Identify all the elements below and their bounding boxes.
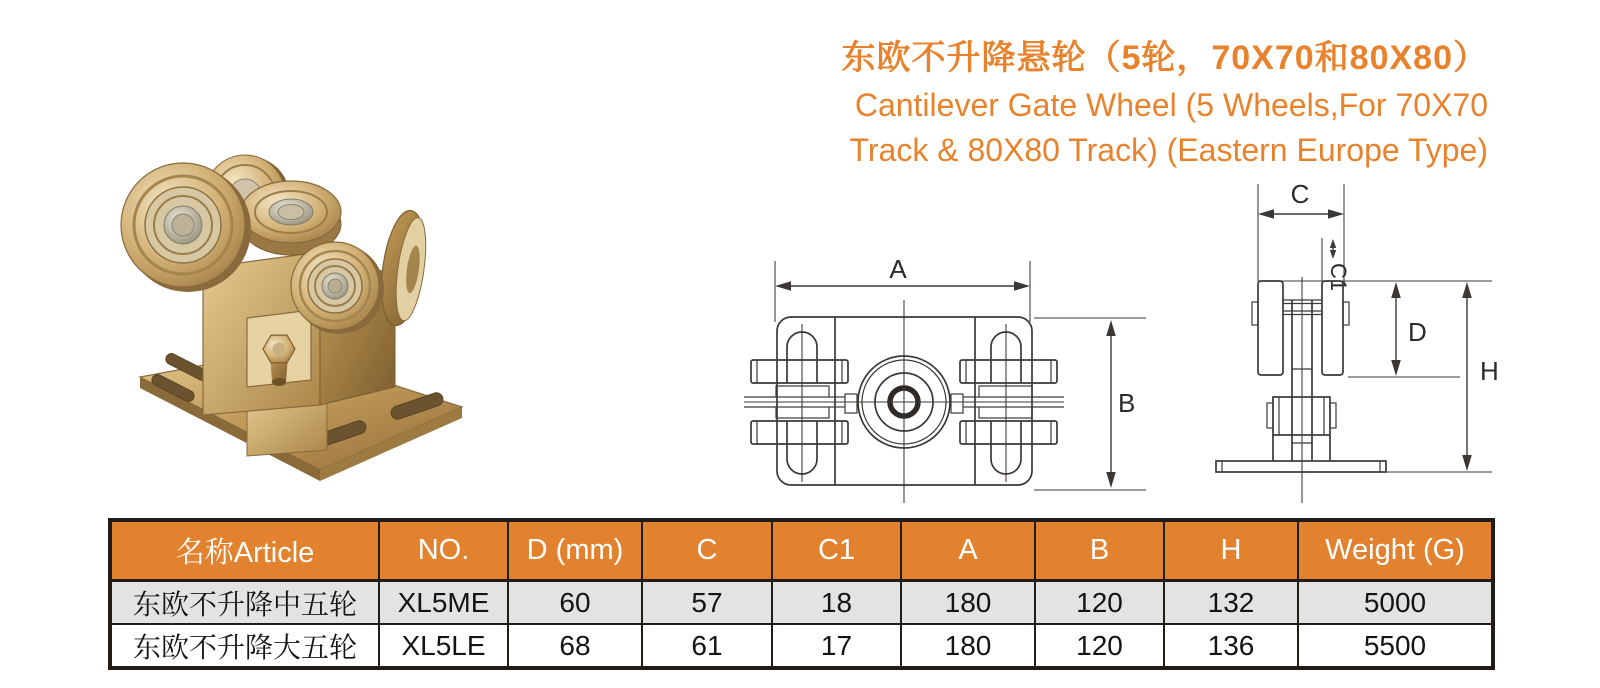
cell-c1: 17 [772,624,901,668]
header-row [110,520,1493,581]
dimension-A [775,254,1030,322]
cell-c1: 18 [772,581,901,625]
dimension-H [1462,282,1499,471]
col-header-a: A [901,520,1035,581]
cell-c: 57 [642,581,772,625]
col-header-h: H [1164,520,1298,581]
col-header-d: D (mm) [508,520,642,581]
title-line-english-2: Track & 80X80 Track) (Eastern Europe Type) [849,132,1488,168]
col-header-article: 名称Article [110,520,379,581]
dimension-D [1348,282,1460,377]
table-row [110,581,1493,625]
cell-b: 120 [1035,624,1164,668]
drawing-top-view [744,254,1146,503]
cell-a: 180 [901,624,1035,668]
dim-label-H: H [1480,356,1499,386]
base-plate-side-view [1216,461,1492,472]
dim-label-C1: C1 [1326,263,1351,292]
cell-weight: 5500 [1298,624,1493,668]
title-line-chinese: 东欧不升降悬轮（5轮，70X70和80X80） [841,39,1488,77]
spec-table-header [110,520,1493,581]
technical-drawings [700,175,1510,510]
cell-d: 60 [508,581,642,625]
cell-no: XL5LE [379,624,508,668]
cell-weight: 5000 [1298,581,1493,625]
dim-label-D: D [1408,317,1427,347]
mounting-pad [247,310,311,387]
col-header-weight: Weight (G) [1298,520,1493,581]
cell-no: XL5ME [379,581,508,625]
cell-article: 东欧不升降中五轮 [110,581,379,625]
dim-label-B: B [1118,388,1136,418]
cell-c: 61 [642,624,772,668]
col-header-c1: C1 [772,520,901,581]
cell-h: 136 [1164,624,1298,668]
table-row [110,624,1493,668]
spec-table [108,518,1495,670]
col-header-no: NO. [379,520,508,581]
wheels-side-view [1252,281,1349,375]
col-header-c: C [642,520,772,581]
dim-label-A: A [889,254,907,284]
col-header-b: B [1035,520,1164,581]
dim-label-C: C [1290,179,1310,209]
title-line-english-1: Cantilever Gate Wheel (5 Wheels,For 70X70 [854,87,1488,123]
product-photo [95,150,505,485]
cell-a: 180 [901,581,1035,625]
left-wheel-pair-top-view [744,324,857,482]
cell-h: 132 [1164,581,1298,625]
cell-d: 68 [508,624,642,668]
right-wheel-pair-top-view [951,324,1064,482]
product-title [841,34,1488,173]
cell-b: 120 [1035,581,1164,625]
dimension-C1 [1322,238,1351,291]
dimension-B [1034,318,1146,490]
cell-article: 东欧不升降大五轮 [110,624,379,668]
drawing-side-view [1216,179,1499,503]
far-right-wheel [375,208,432,329]
